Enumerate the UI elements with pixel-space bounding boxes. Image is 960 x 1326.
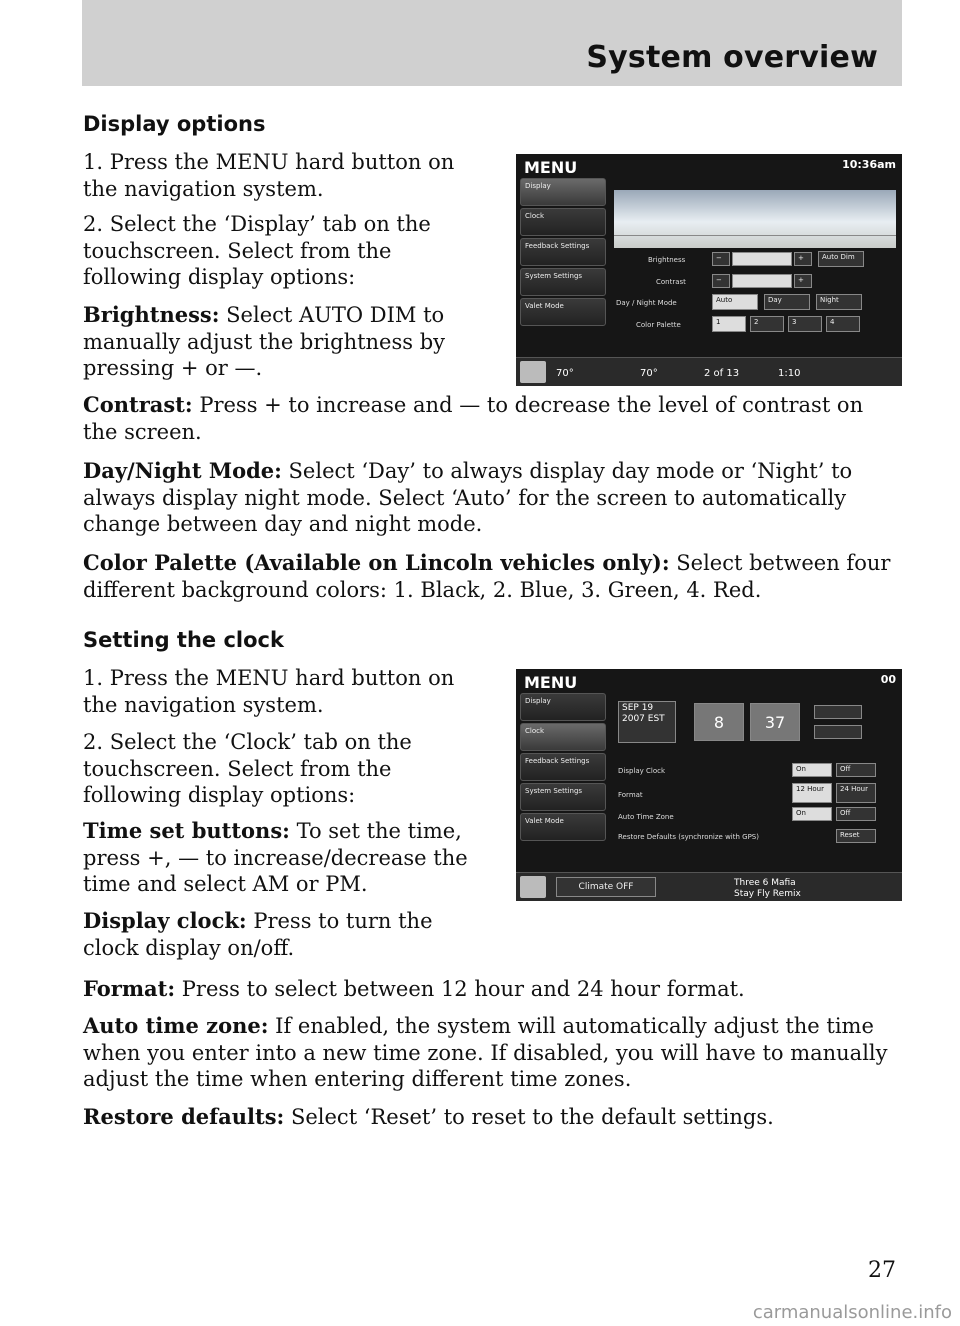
contrast-label: Contrast: [656, 278, 686, 286]
palette-desc: [83, 550, 898, 603]
palette-term: Color Palette (Available on Lincoln vehicles only):: [83, 550, 670, 575]
now-playing-title: Stay Fly Remix: [734, 889, 801, 899]
climate-button[interactable]: Climate OFF: [556, 877, 656, 897]
palette-1-button[interactable]: 1: [712, 316, 746, 332]
screen-tab-system[interactable]: System Settings: [520, 268, 606, 296]
page-number: 27: [868, 1258, 896, 1283]
now-playing-artist: Three 6 Mafia: [734, 878, 796, 888]
screen-tab-valet[interactable]: Valet Mode: [520, 813, 606, 841]
display-menu-screenshot: [516, 154, 902, 386]
screen-tab-clock[interactable]: Clock: [520, 723, 606, 751]
format-12-button[interactable]: 12 Hour: [792, 783, 832, 803]
display-clock-on-button[interactable]: On: [792, 763, 832, 777]
mode-day-button[interactable]: Day: [764, 294, 810, 310]
reset-button[interactable]: Reset: [836, 829, 876, 843]
auto-dim-button[interactable]: Auto Dim: [818, 251, 864, 267]
date-readout: SEP 19 2007 EST: [618, 701, 676, 743]
format-term: Format:: [83, 976, 176, 1001]
restore-term: Restore defaults:: [83, 1104, 285, 1129]
displayclock-text: Press to turn the clock display on/off.: [83, 909, 433, 960]
restore-desc: [83, 1104, 898, 1131]
daynight-term: Day/Night Mode:: [83, 458, 282, 483]
brightness-text: Select AUTO DIM to manually adjust the brightness by pressing + or —.: [83, 303, 446, 380]
screen-bottom-bar: [516, 872, 902, 901]
format-row-label: Format: [618, 791, 643, 799]
daynight-label: Day / Night Mode: [616, 299, 677, 307]
displayclock-desc: [83, 908, 483, 961]
screen-tab-system[interactable]: System Settings: [520, 783, 606, 811]
timeset-desc: [83, 818, 483, 898]
auto-timezone-row-label: Auto Time Zone: [618, 813, 674, 821]
screen-menu-title: MENU: [524, 158, 578, 177]
screen-tab-display[interactable]: Display: [520, 178, 606, 206]
restore-text: Select ‘Reset’ to reset to the default settings.: [284, 1105, 774, 1129]
home-icon[interactable]: [520, 876, 546, 898]
screen-tab-clock[interactable]: Clock: [520, 208, 606, 236]
pm-button[interactable]: [814, 725, 862, 739]
clock-heading: Setting the clock: [83, 628, 284, 652]
palette-text: Select between four different background colors: 1. Black, 2. Blue, 3. Green, 4. Red.: [83, 551, 891, 602]
clock-step1: 1. Press the MENU hard button on the navigation system.: [83, 666, 455, 717]
display-step1: 1. Press the MENU hard button on the navigation system.: [83, 150, 455, 201]
brightness-term: Brightness:: [83, 302, 220, 327]
display-step2: 2. Select the ‘Display’ tab on the touchscreen. Select from the following display options:: [83, 212, 431, 289]
clock-step2: 2. Select the ‘Clock’ tab on the touchscreen. Select from the following display options:: [83, 730, 412, 807]
daynight-text: Select ‘Day’ to always display day mode or ‘Night’ to always display night mode. Select ‘Auto’ for the screen to automatically change between day and night mode.: [83, 459, 853, 536]
display-clock-row-label: Display Clock: [618, 767, 666, 775]
screen-menu-title: MENU: [524, 673, 578, 692]
restore-defaults-row-label: Restore Defaults (synchronize with GPS): [618, 833, 759, 841]
auto-tz-off-button[interactable]: Off: [836, 807, 876, 821]
brightness-bar: [732, 252, 792, 266]
brightness-label: Brightness: [648, 256, 686, 264]
screen-clock-status: 00: [880, 673, 896, 686]
temp-passenger: 70°: [640, 368, 658, 379]
temp-driver: 70°: [556, 368, 574, 379]
autotz-desc: [83, 1013, 898, 1093]
contrast-minus-button[interactable]: −: [712, 274, 730, 288]
screen-tab-feedback[interactable]: Feedback Settings: [520, 753, 606, 781]
screen-clock-status: 10:36am: [842, 158, 896, 171]
format-text: Press to select between 12 hour and 24 hour format.: [175, 977, 745, 1001]
mode-night-button[interactable]: Night: [816, 294, 862, 310]
screen-tab-display[interactable]: Display: [520, 693, 606, 721]
timeset-text: To set the time, press +, — to increase/decrease the time and select AM or PM.: [83, 819, 468, 896]
palette-3-button[interactable]: 3: [788, 316, 822, 332]
contrast-term: Contrast:: [83, 392, 193, 417]
display-options-heading: Display options: [83, 112, 266, 136]
mode-auto-button[interactable]: Auto: [712, 294, 758, 310]
format-desc: [83, 976, 898, 1003]
palette-2-button[interactable]: 2: [750, 316, 784, 332]
header-bar: [82, 0, 902, 86]
screen-tab-feedback[interactable]: Feedback Settings: [520, 238, 606, 266]
watermark: carmanualsonline.info: [752, 1302, 952, 1323]
brightness-desc: [83, 302, 483, 382]
contrast-desc: [83, 392, 898, 445]
timeset-term: Time set buttons:: [83, 818, 290, 843]
hour-readout[interactable]: 8: [694, 703, 744, 741]
minute-readout[interactable]: 37: [750, 703, 800, 741]
brightness-minus-button[interactable]: −: [712, 252, 730, 266]
contrast-text: Press + to increase and — to decrease the level of contrast on the screen.: [83, 393, 864, 444]
brightness-plus-button[interactable]: +: [794, 252, 812, 266]
palette-4-button[interactable]: 4: [826, 316, 860, 332]
autotz-text: If enabled, the system will automatically adjust the time when you enter into a new time zone. If disabled, you will have to manually adjust the time when entering different time zones.: [83, 1014, 888, 1091]
am-button[interactable]: [814, 705, 862, 719]
auto-tz-on-button[interactable]: On: [792, 807, 832, 821]
page-header-title: System overview: [586, 40, 878, 75]
home-icon[interactable]: [520, 361, 546, 383]
contrast-bar: [732, 274, 792, 288]
palette-label: Color Palette: [636, 321, 681, 329]
daynight-desc: [83, 458, 898, 538]
displayclock-term: Display clock:: [83, 908, 247, 933]
map-preview-image: [614, 190, 896, 248]
format-24-button[interactable]: 24 Hour: [836, 783, 876, 803]
screen-tab-valet[interactable]: Valet Mode: [520, 298, 606, 326]
autotz-term: Auto time zone:: [83, 1013, 269, 1038]
track-readout: 2 of 13: [704, 368, 740, 379]
elapsed-readout: 1:10: [778, 368, 801, 379]
screen-bottom-bar: [516, 357, 902, 386]
display-clock-off-button[interactable]: Off: [836, 763, 876, 777]
contrast-plus-button[interactable]: +: [794, 274, 812, 288]
clock-menu-screenshot: [516, 669, 902, 901]
